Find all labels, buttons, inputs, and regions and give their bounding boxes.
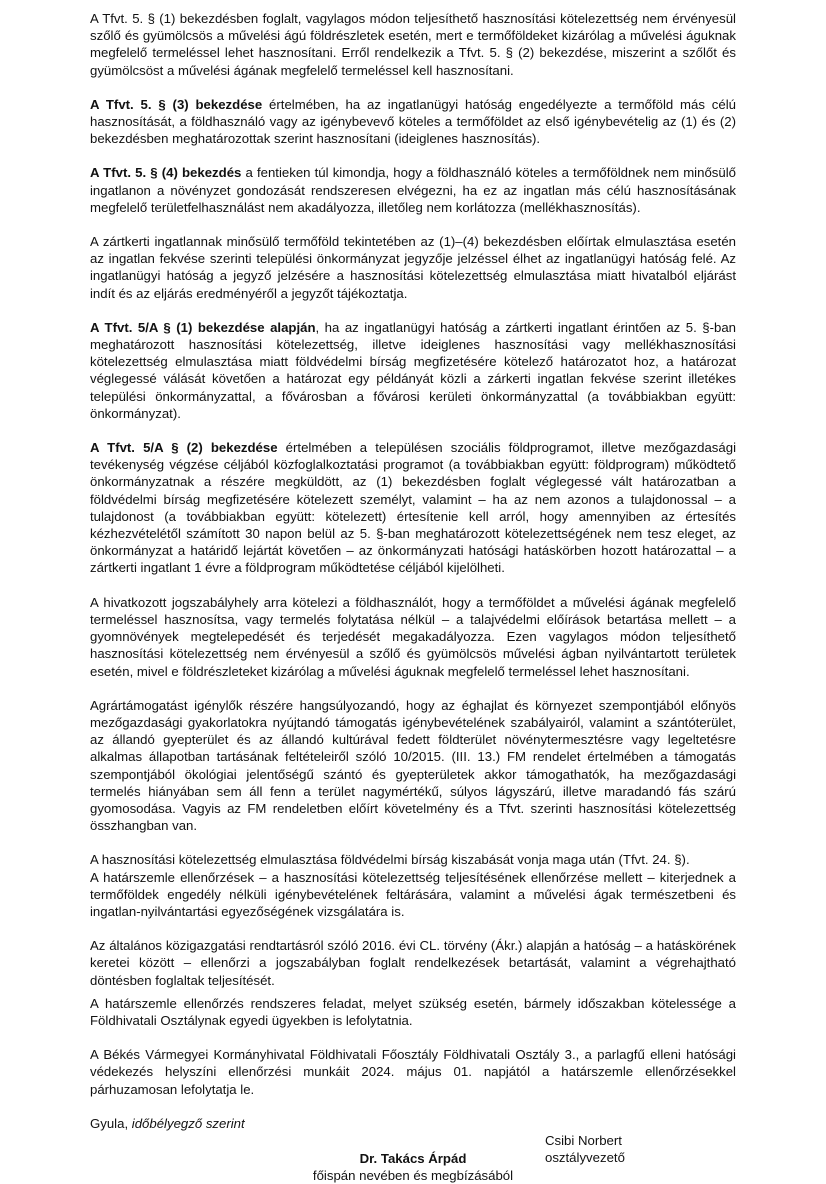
paragraph-3-heading: A Tfvt. 5. § (4) bekezdés xyxy=(90,165,242,181)
place: Gyula, xyxy=(90,1115,132,1131)
paragraph-7: A hivatkozott jogszabályhely arra kötelezi a földhasználót, hogy a termőföldet a művelési ágának megfelelő termeléssel hasznosítsa, vagy termelés folytatása nélkül – a talajvédelmi előírások betartása mellett – a gyomnövények megtelepedését és terjedését megakadályozza. Ezen vagylagos módon teljesíthető hasznosítási kötelezettség nem érvényesül a szőlő és gyümölcsös művelési ágban nyilvántartott területek esetén, mivel e földrészleteket kizárólag a művelési águknak megfelelő termeléssel lehet hasznosítani. xyxy=(90,594,736,679)
paragraph-3-text: a fentieken túl kimondja, hogy a földhasználó köteles a termőföldnek nem minősülő ingatlanon a növényzet gondozását rendszeresen elvégezni, ha ez az ingatlan más célú hasznosításának megfelelő területfelhasználást nem akadályozza, illetőleg nem korlátozza (mellékhasznosítás). xyxy=(90,165,736,215)
second-signer-name: Csibi Norbert xyxy=(545,1133,622,1148)
date-note: időbélyegző szerint xyxy=(131,1115,245,1131)
paragraph-8: Agrártámogatást igénylők részére hangsúlyozandó, hogy az éghajlat és környezet szempontjából előnyös mezőgazdasági gyakorlatokra nyújtandó támogatás igénybevételének szabályairól, valamint a szántóterület, az állandó gyepterület és az állandó kultúrával fedett földterület növénytermesztésre vagy legeltetésre alkalmas állapotban tartásának feltételeiről szóló 10/2015. (III. 13.) FM rendelet értelmében a támogatás szempontjából ökológiai jelentőségű szántó és gyepterületek akkor támogathatók, ha mezőgazdasági termelés hiányában sem áll fenn a terület nagymértékű, súlyos lágyszárú, illetve maradandó fás szárú gyomosodása. Vagyis az FM rendeletben előírt követelmény és a Tfvt. szerinti hasznosítási kötelezettség összhangban van. xyxy=(90,697,736,834)
paragraph-12: A Békés Vármegyei Kormányhivatal Földhivatali Főosztály Földhivatali Osztály 3., a parlagfű elleni hatósági védekezés helyszíni ellenőrzési munkáit 2024. május 01. napjától a határszemle ellenőrzésekkel párhuzamosan lefolytatja le. xyxy=(90,1047,736,1097)
second-signature-block xyxy=(545,1132,625,1166)
paragraph-9b: A határszemle ellenőrzések – a hasznosítási kötelezettség teljesítésének ellenőrzése mellett – kiterjednek a termőföldek engedély nélküli igénybevételének feltárására, valamint a művelési ágak természetbeni és ingatlan-nyilvántartási egyezőségének vizsgálatára is. xyxy=(90,869,736,919)
paragraph-11: A határszemle ellenőrzés rendszeres feladat, melyet szükség esetén, bármely időszakban kötelessége a Földhivatali Osztálynak egyedi ügyekben is lefolytatnia. xyxy=(90,995,736,1028)
paragraph-5-text: , ha az ingatlanügyi hatóság a zártkerti ingatlant érintően az 5. §-ban meghatározott hasznosítási kötelezettség, illetve ideiglenes hasznosítási vagy mellékhasznosítási kötelezettség elmulasztása miatt földvédelmi bírság megfizetésére kötelező határozatot hoz, a határozat véglegessé válását követően a határozat egy példányát közli a zárkerti ingatlan fekvése szerint illetékes települési önkormányzattal, a fővárosban a fővárosi kerületi önkormányzattal (a továbbiakban együtt: önkormányzat). xyxy=(90,319,736,421)
paragraph-6-text: értelmében a településen szociális földprogramot, illetve mezőgazdasági tevékenység végzése céljából közfoglalkoztatási programot (a továbbiakban együtt: földprogram) működtető önkormányzatnak a részére megküldött, az (1) bekezdésben foglalt véglegessé vált határozatban a földvédelmi bírság megfizetésére kötelezett személyt, valamint – ha az nem azonos a tulajdonossal – a tulajdonost (a továbbiakban együtt: kötelezett) értesítenie kell arról, hogy amennyiben az értesítés kézhezvételétől számított 30 napon belül az 5. §-ban meghatározott kötelezettségének nem tesz eleget, az önkormányzat a határidő lejártát követően – az önkormányzati hatósági hatáskörben hozott határozattal – a zártkerti ingatlant 1 évre a földprogram működtetése céljából kijelölheti. xyxy=(90,440,736,576)
paragraph-2 xyxy=(90,96,736,148)
signer-title: főispán nevében és megbízásából xyxy=(312,1168,514,1184)
paragraph-6 xyxy=(90,439,736,577)
paragraph-5-heading: A Tfvt. 5/A § (1) bekezdése alapján xyxy=(90,319,316,335)
paragraph-5 xyxy=(90,319,736,422)
signer-name: Dr. Takács Árpád xyxy=(359,1150,467,1166)
paragraph-6-heading: A Tfvt. 5/A § (2) bekezdése xyxy=(90,440,278,456)
paragraph-10: Az általános közigazgatási rendtartásról szóló 2016. évi CL. törvény (Ákr.) alapján a hatóság – a hatáskörének keretei között – ellenőrzi a jogszabályban foglalt rendelkezések betartását, valamint a végrehajtható döntésben foglaltak teljesítését. xyxy=(90,938,736,988)
paragraph-2-heading: A Tfvt. 5. § (3) bekezdése xyxy=(90,96,263,112)
paragraph-1: A Tfvt. 5. § (1) bekezdésben foglalt, vagylagos módon teljesíthető hasznosítási kötelezettség nem érvényesül szőlő és gyümölcsös a művelési ágú földrészletek esetén, mert e termőföldeket kizárólag a művelési águknak megfelelő termeléssel lehet hasznosítani. Erről rendelkezik a Tfvt. 5. § (2) bekezdése, miszerint a szőlőt és gyümölcsöst a művelési ágának megfelelő termeléssel kell hasznosítani. xyxy=(90,11,736,78)
paragraph-3 xyxy=(90,164,736,216)
signature-block xyxy=(90,1150,736,1184)
place-and-date xyxy=(90,1115,736,1132)
second-signer-title: osztályvezető xyxy=(545,1150,625,1166)
document-body xyxy=(90,10,736,1184)
paragraph-4: A zártkerti ingatlannak minősülő termőföld tekintetében az (1)–(4) bekezdésben előírtak elmulasztása esetén az ingatlan fekvése szerinti települési önkormányzat jegyzője jelzéssel élhet az ingatlanügyi hatóság felé. Az ingatlanügyi hatóság a jegyző jelzésére a hasznosítási kötelezettség elmulasztása miatt hivatalból eljárást indít és az eljárás eredményéről a jegyzőt tájékoztatja. xyxy=(90,234,736,301)
paragraph-9a: A hasznosítási kötelezettség elmulasztása földvédelmi bírság kiszabását vonja maga után (Tfvt. 24. §). xyxy=(90,852,690,868)
paragraph-2-text: értelmében, ha az ingatlanügyi hatóság engedélyezte a termőföld más célú hasznosítását, a földhasználó vagy az igénybevevő köteles a termőföldet az első igénybevételig az (1) és (2) bekezdésben meghatározottak szerint hasznosítani (ideiglenes hasznosítás). xyxy=(90,96,736,147)
